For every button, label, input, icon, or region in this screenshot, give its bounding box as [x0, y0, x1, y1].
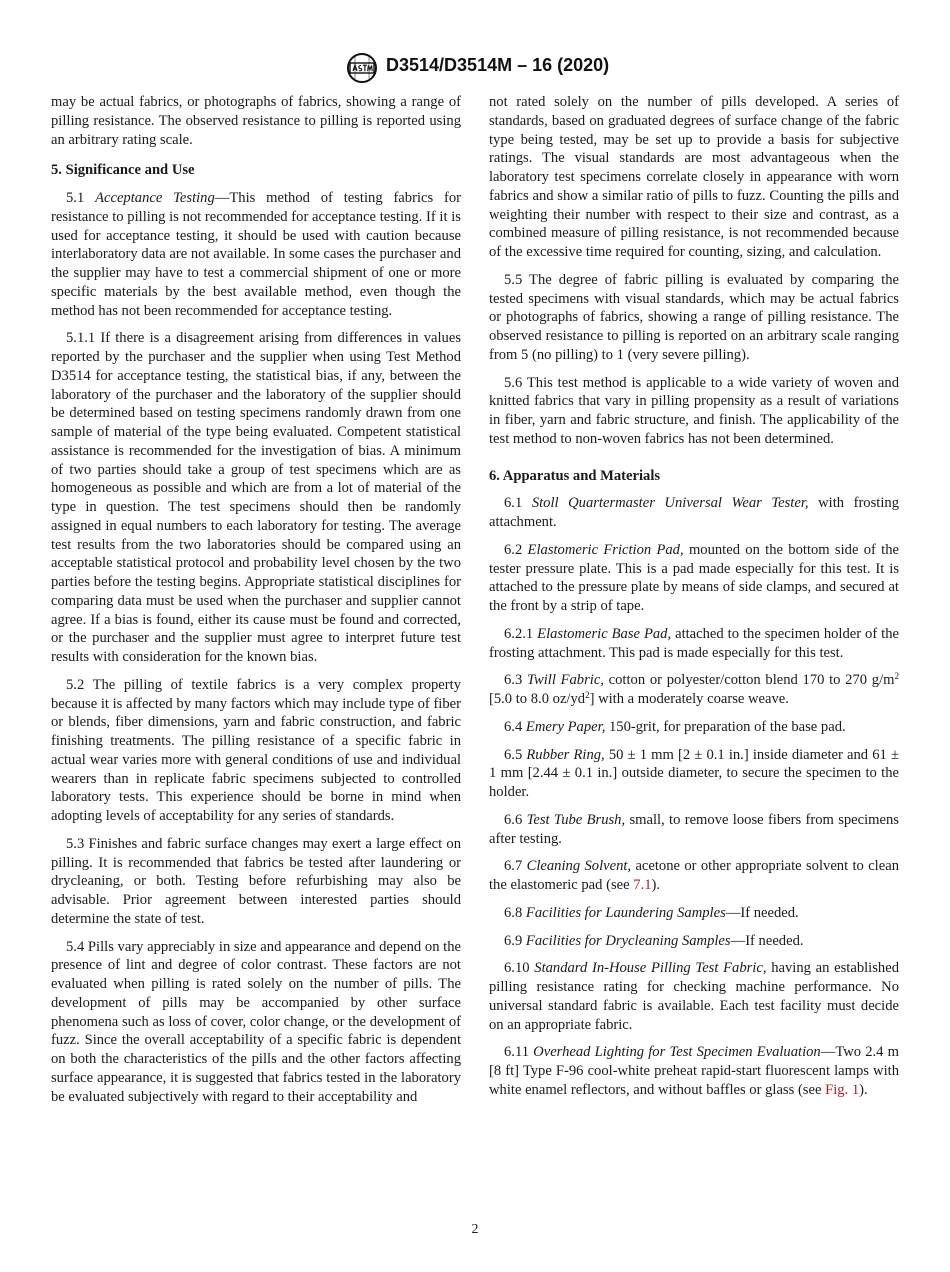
- superscript: 2: [894, 671, 899, 682]
- left-column: [51, 93, 461, 1115]
- clause-number: 5.1: [66, 190, 85, 206]
- clause-text: attached to the specimen holder of the frosting attachment. This pad is made especially for this test.: [489, 625, 899, 661]
- paragraph-6-4: [489, 718, 899, 737]
- clause-number: 6.11: [504, 1044, 529, 1061]
- clause-term: Twill Fabric,: [526, 672, 604, 689]
- clause-term: Rubber Ring,: [526, 746, 605, 763]
- clause-text: ).: [859, 1081, 868, 1098]
- clause-number: 6.1: [504, 495, 523, 512]
- clause-text: acetone or other appropriate solvent to clean the elastomeric pad (see: [489, 858, 899, 893]
- clause-text: 150-grit, for preparation of the base pad.: [609, 718, 846, 735]
- superscript: 2: [585, 690, 590, 700]
- standard-designation: D3514/D3514M – 16 (2020): [386, 55, 610, 75]
- paragraph-6-3: [489, 671, 899, 709]
- clause-text: ).: [651, 877, 661, 893]
- paragraph-6-2: [489, 541, 899, 616]
- paragraph-6-6: [489, 811, 899, 849]
- clause-term: Stoll Quartermaster Universal Wear Tester,: [531, 495, 809, 512]
- paragraph-5-4-continuation: not rated solely on the number of pills developed. A series of standards, based on graduated degrees of surface change of the fabric type being tested, may be set up to provide a basis for subjective ratings. The visual standards are most advantageous when the laboratory test specimens correlate closely in appearance with worn fabrics and show a similar ratio of pills to fuzz. Counting the pills and weighting their number with respect to their size and contrast, as a combined measure of pilling resistance, is not recommended because of the excessive time required for counting, sizing, and calculation.: [489, 94, 899, 260]
- clause-text: —This method of testing fabrics for resistance to pilling is not recommended for acceptance testing. If it is used for acceptance testing, it should be used with caution because interlaboratory data are not available. In some cases the purchaser and the supplier may have to test a commercial shipment of one or more specific materials by the best available method, even though the method has not been recommended for acceptance testing.: [51, 190, 461, 319]
- paragraph-6-11: [489, 1043, 899, 1099]
- clause-number: 6.2: [504, 541, 523, 558]
- clause-text: [5.0 to 8.0 oz/yd: [489, 691, 586, 707]
- paragraph-5-5: 5.5 The degree of fabric pilling is evaluated by comparing the tested specimens with visual standards, which may be actual fabrics or photographs of fabrics, showing a range of pilling resistance. The observed resistance to pilling is reported on an arbitrary scale ranging from 5 (no pilling) to 1 (very severe pilling).: [489, 271, 899, 363]
- paragraph-5-4: 5.4 Pills vary appreciably in size and appearance and depend on the presence of lint and degree of color contrast. These factors are not evaluated when pilling is rated solely on the number of pills. The development of pills may be accompanied by other surface phenomena such as loss of cover, color change, or the development of fuzz. Since the overall acceptability of a specific fabric is dependent on both the characteristics of the pills and the other factors affecting surface appearance, it is suggested that fabrics tested in the laboratory be evaluated subjectively with regard to their acceptability and: [51, 938, 461, 1105]
- clause-term: Facilities for Drycleaning Samples: [525, 932, 731, 949]
- paragraph-5-1-1: 5.1.1 If there is a disagreement arising from differences in values reported by the purchaser and the supplier when using Test Method D3514 for acceptance testing, the statistical bias, if any, between the laboratory of the purchaser and the laboratory of the supplier should be determined based on testing specimens randomly drawn from one sample of material of the type being evaluated. Competent statistical assistance is recommended for the investigation of bias. A minimum of two parties should take a group of test specimens which are as homogeneous as possible and which are from a lot of material of the type in question. The test specimens should then be randomly assigned in equal numbers to each laboratory for testing. The average test results from the two laboratories should be compared using an acceptable statistical protocol and probability level chosen by the two parties before the testing begins. Appropriate statistical disciplines for comparing data must be used when the purchaser and supplier cannot agree. If a bias is found, either its cause must be found and corrected, or the purchaser and the supplier must agree to interpret future test results with consideration for the known bias.: [51, 330, 461, 665]
- clause-term: Standard In-House Pilling Test Fabric,: [534, 960, 767, 977]
- page-number: 2: [471, 1222, 479, 1237]
- clause-number: 6.7: [504, 858, 523, 875]
- clause-text: ] with a moderately coarse weave.: [589, 691, 789, 707]
- section-7-1-link[interactable]: 7.1: [633, 877, 652, 893]
- clause-text: having an established pilling resistance rating for checking machine performance. No universal standard fabric is available. Each test facility must decide on an appropriate fabric.: [489, 960, 899, 1033]
- paragraph-5-6: 5.6 This test method is applicable to a wide variety of woven and knitted fabrics that vary in pilling propensity as a result of variations in fiber, yarn and fabric structure, and finish. The applicability of the test method to non-woven fabrics has not been determined.: [489, 374, 899, 447]
- clause-term: Elastomeric Base Pad,: [537, 625, 672, 642]
- clause-text: —If needed.: [725, 904, 799, 921]
- section-heading-5: 5. Significance and Use: [51, 162, 195, 179]
- clause-term: Elastomeric Friction Pad,: [527, 541, 684, 558]
- paragraph-6-5: [489, 746, 899, 802]
- paragraph-5-1: [51, 189, 461, 320]
- section-heading-6: 6. Apparatus and Materials: [489, 467, 661, 484]
- paragraph-6-7: [489, 857, 899, 895]
- figure-1-link[interactable]: Fig. 1: [825, 1081, 860, 1098]
- clause-number: 6.2.1: [504, 625, 534, 642]
- clause-number: 6.9: [504, 932, 523, 949]
- clause-term: Emery Paper,: [525, 718, 606, 735]
- clause-number: 6.10: [504, 960, 530, 977]
- clause-term: Cleaning Solvent,: [526, 858, 632, 875]
- clause-text: cotton or polyester/cotton blend 170 to 270 g/m: [608, 672, 895, 689]
- astm-logo-icon: [344, 52, 380, 84]
- clause-term: Overhead Lighting for Test Specimen Evaluation: [533, 1044, 821, 1061]
- clause-text: small, to remove loose fibers from specimens after testing.: [489, 811, 899, 847]
- clause-number: 6.4: [504, 718, 523, 735]
- paragraph-6-9: [489, 932, 899, 951]
- clause-text: mounted on the bottom side of the tester pressure plate. This is a pad made especially for this test. It is attached to the pressure plate by means of side clamps, and secured at the front by a strip of tape.: [489, 541, 900, 614]
- clause-text: with frosting attachment.: [489, 495, 899, 530]
- paragraph-4-continuation: may be actual fabrics, or photographs of fabrics, showing a range of pilling resistance. The observed resistance to pilling is reported using an arbitrary rating scale.: [51, 94, 461, 148]
- clause-term: Acceptance Testing: [95, 190, 215, 206]
- paragraph-6-1: [489, 494, 899, 532]
- clause-number: 6.8: [504, 904, 523, 921]
- clause-number: 6.6: [504, 811, 523, 828]
- clause-number: 6.3: [504, 672, 523, 689]
- paragraph-5-2: 5.2 The pilling of textile fabrics is a very complex property because it is affected by many factors which may include type of fiber or blends, fiber dimensions, yarn and fabric construction, and fabric finishing treatments. The pilling resistance of a specific fabric in actual wear varies more with general conditions of use and individual wearers than in replicate fabric specimens subjected to controlled laboratory tests. This experience should be borne in mind when adopting levels of acceptability for any series of standards.: [51, 676, 461, 824]
- clause-number: 6.5: [504, 746, 523, 763]
- clause-text: —Two 2.4 m [8 ft] Type F-96 cool-white preheat rapid-start fluorescent lamps with white enamel reflectors, and without baffles or glass (see: [489, 1044, 899, 1098]
- right-column: [489, 93, 899, 1109]
- paragraph-5-3: 5.3 Finishes and fabric surface changes may exert a large effect on pilling. It is recommended that fabrics be tested after laundering or drycleaning, or both. Testing before refurbishing may also be advisable. Prior agreement between interested parties should determine the state of test.: [51, 835, 461, 927]
- paragraph-6-10: [489, 959, 899, 1034]
- paragraph-6-2-1: [489, 625, 899, 663]
- page-header: [0, 52, 950, 84]
- clause-text: —If needed.: [730, 932, 804, 949]
- clause-text: 50 ± 1 mm [2 ± 0.1 in.] inside diameter and 61 ± 1 mm [2.44 ± 0.1 in.] outside diameter, to secure the specimen to the holder.: [489, 746, 899, 800]
- paragraph-6-8: [489, 904, 899, 923]
- clause-term: Test Tube Brush,: [526, 811, 626, 828]
- clause-term: Facilities for Laundering Samples: [525, 904, 726, 921]
